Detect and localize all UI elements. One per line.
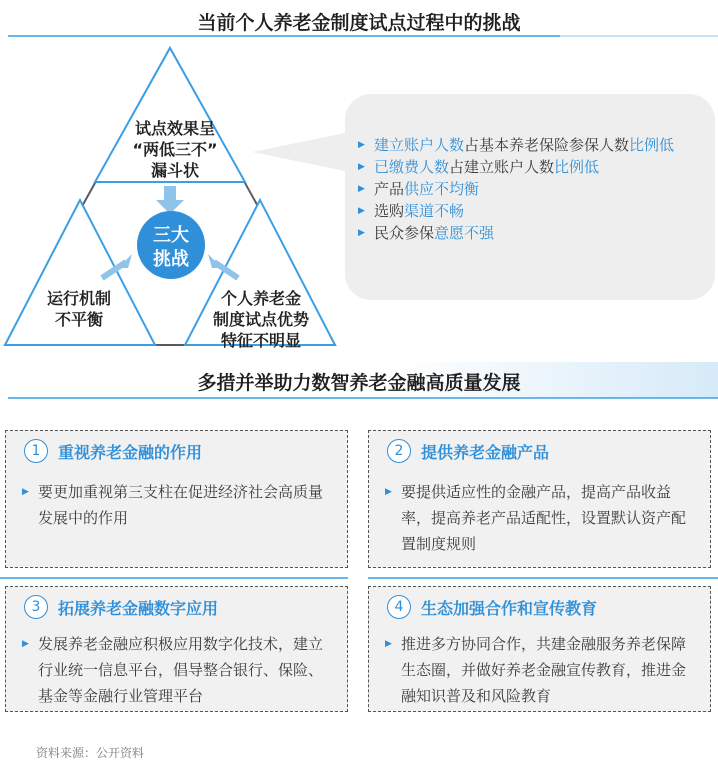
highlight-text: 渠道不畅 [404, 202, 465, 220]
triangle-left-label: 运行机制 不平衡 [46, 289, 111, 329]
bubble-item [358, 156, 703, 178]
card-3 [5, 586, 348, 712]
card-number: 2 [387, 439, 411, 463]
card-title: 提供养老金融产品 [421, 442, 550, 462]
highlight-text: 意愿不强 [434, 224, 495, 242]
card-number: 3 [24, 595, 48, 619]
card-text: ▶ 要提供适应性的金融产品，提高产品收益率，提高养老产品适配性，设置默认资产配置制度规则 [385, 479, 696, 557]
highlight-text: 供应不均衡 [404, 180, 480, 198]
bubble-item [358, 134, 703, 156]
section1-title: 当前个人养老金制度试点过程中的挑战 [197, 12, 521, 34]
card-number: 1 [24, 439, 48, 463]
triangle-right-label: 个人养老金 制度试点优势 特征不明显 [212, 289, 309, 350]
highlight-text: 已缴费人数 [374, 158, 450, 176]
highlight-text: 比例低 [629, 136, 675, 154]
highlight-text: 比例低 [554, 158, 600, 176]
plain-text: 占建立账户人数 [449, 158, 555, 176]
bubble-content [358, 134, 703, 244]
card-number: 4 [387, 595, 411, 619]
section2-title: 多措并举助力数智养老金融高质量发展 [197, 372, 521, 394]
bubble-item [358, 178, 703, 200]
card-title: 生态加强合作和宣传教育 [421, 598, 598, 618]
source-note: 资料来源：公开资料 [36, 746, 145, 760]
card-text: ▶ 推进多方协同合作，共建金融服务养老保障生态圈，并做好养老金融宣传教育，推进金融知识普及和风险教育 [385, 631, 696, 709]
card-1 [5, 430, 348, 568]
bubble-item [358, 222, 703, 244]
card-2 [368, 430, 711, 568]
center-label: 三大 挑战 [153, 225, 189, 270]
highlight-text: 建立账户人数 [374, 136, 465, 154]
card-title: 重视养老金融的作用 [58, 442, 203, 462]
bubble-list [358, 134, 703, 244]
plain-text: 占基本养老保险参保人数 [464, 136, 630, 154]
card-title: 拓展养老金融数字应用 [58, 598, 219, 618]
card-text: ▶ 发展养老金融应积极应用数字化技术，建立行业统一信息平台，倡导整合银行、保险、基金等金融行业管理平台 [22, 631, 333, 709]
plain-text: 选购 [374, 202, 405, 220]
plain-text: 产品 [374, 180, 405, 198]
card-text: ▶ 要更加重视第三支柱在促进经济社会高质量发展中的作用 [22, 479, 333, 531]
plain-text: 民众参保 [374, 224, 435, 242]
bubble-item [358, 200, 703, 222]
triangle-top-label: 试点效果呈 “两低三不” 漏斗状 [132, 119, 218, 180]
card-4 [368, 586, 711, 712]
